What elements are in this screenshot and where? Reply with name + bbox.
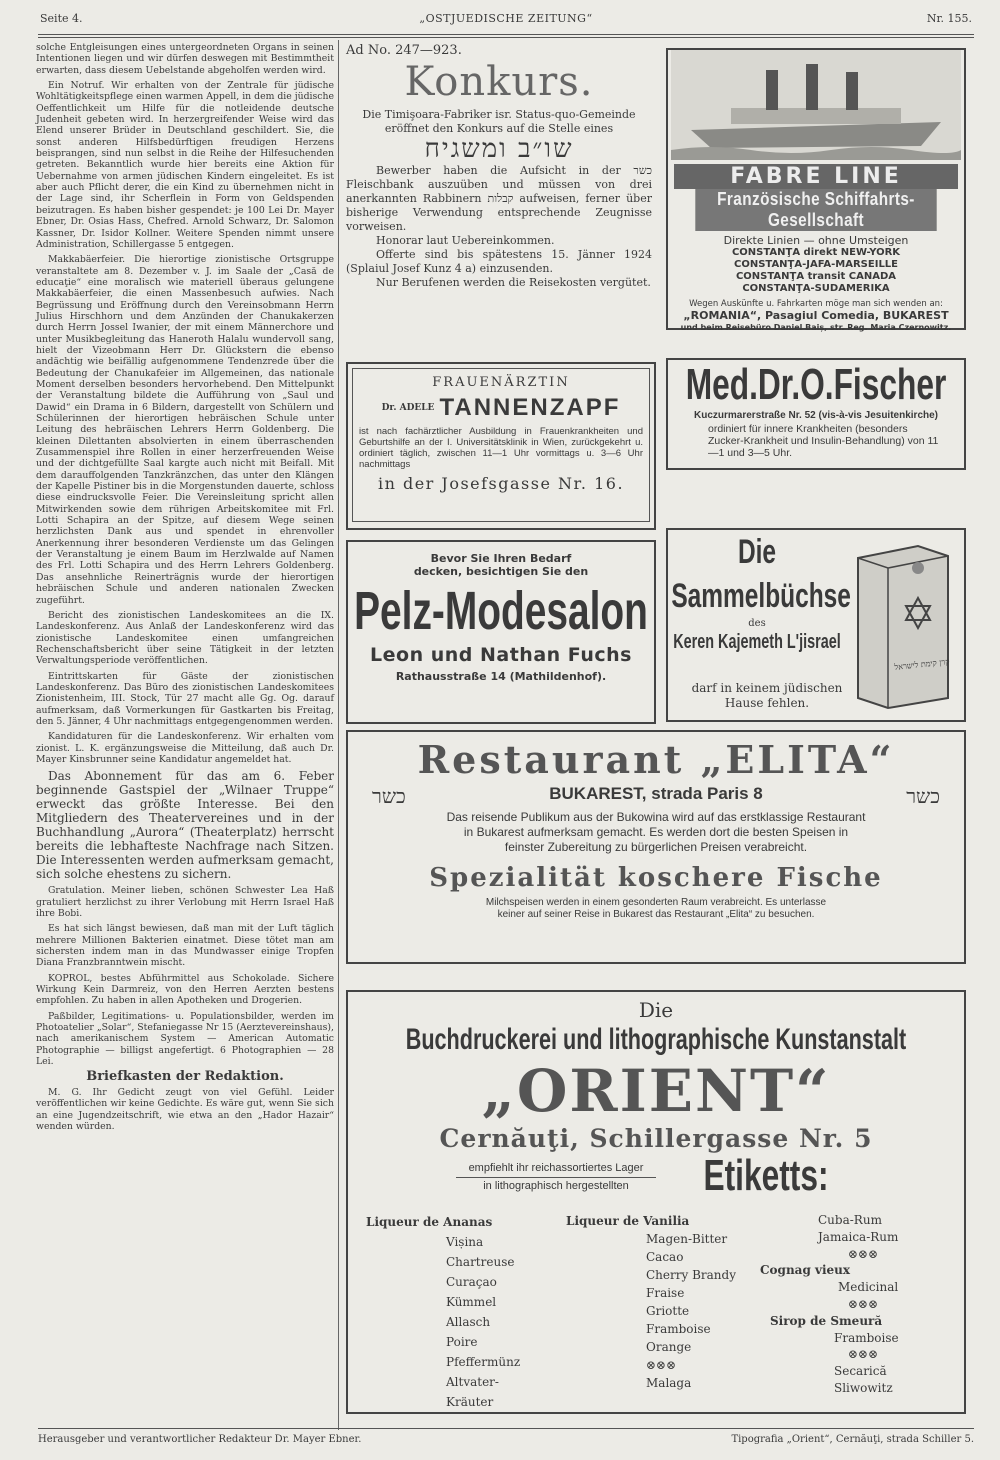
liqueur-item: Magen-Bitter bbox=[646, 1232, 728, 1246]
frauen-dr: Dr. ADELE bbox=[381, 403, 435, 413]
article-koprol: KOPROL, bestes Abführmittel aus Schokolade. Sichere Wirkung Kein Darmreiz, von den Herren Aerzten bestens empfohlen. Zu haben in allen Apotheken und Drogerien. bbox=[36, 972, 334, 1007]
orient-line1: Buchdruckerei und lithographische Kunstanstalt bbox=[405, 1023, 907, 1056]
issue-number: Nr. 155. bbox=[926, 12, 972, 25]
liqueur-item: Sliwowitz bbox=[834, 1380, 893, 1395]
liqueur-item: Cuba-Rum bbox=[818, 1213, 882, 1227]
liqueur-item: Pfeffermünz bbox=[446, 1355, 521, 1369]
orient-emp1: empfiehlt ihr reichassortiertes Lager bbox=[456, 1160, 656, 1178]
fabre-company: Französische Schiffahrts-Gesellschaft bbox=[695, 189, 936, 231]
ornament: ⊗⊗⊗ bbox=[646, 1358, 677, 1372]
kosher-left: כשר bbox=[372, 784, 406, 808]
fischer-ad bbox=[666, 358, 966, 470]
elita-title: Restaurant „ELITA“ bbox=[417, 737, 895, 782]
liqueur-item: Poire bbox=[446, 1335, 478, 1349]
fischer-text: ordiniert für innere Krankheiten (besonders Zucker-Krankheit und Insulin-Behandlung) von 11—1 und 3—5 Uhr. bbox=[708, 423, 939, 459]
elita-city: BUKAREST, strada Paris 8 bbox=[549, 784, 763, 803]
konkurs-notice bbox=[346, 44, 652, 290]
konkurs-reisekosten: Nur Berufenen werden die Reisekosten vergütet. bbox=[376, 276, 651, 289]
article-notruf: Ein Notruf. Wir erhalten von der Zentrale für jüdische Wohltätigkeitspflege einen warmen Appell, in dem die jüdische Oeffentlichkeit um Hilfe für die notleidende deutsche Judenheit gebeten wird. In herzergreifender Weise wird das Elend unserer Brüder in Deutschland geschildert. Sie, die sonst anderen Hilfsbedürftigen freudigen Herzens beisprangen, sind nun selbst in die Reihe der Hilfesuchenden getreten. Bekanntlich wurde hier bereits eine Aktion für Uebernahme von armen jüdischen Kindern eingeleitet. Es ist aber auch Pflicht derer, die ein Kind zu übernehmen nicht in der Lage sind, ihr Scherflein in Form von Geldspenden beizutragen. Es haben bisher gespendet: je 100 Lei Dr. Mayer Ebner, Dr. Osias Hass, Chefred. Arnold Schwarz, Dr. Salomon Kassner, Dr. Isidor Kollner. Weitere Spenden nimmt unsere Administration, Schillergasse 5 entgegen. bbox=[36, 80, 334, 250]
liqueur-item: Curaçao bbox=[446, 1275, 497, 1289]
konkurs-intro: Die Timişoara-Fabriker isr. Status-quo-Gemeinde eröffnet den Konkurs auf die Stelle eines bbox=[362, 108, 636, 135]
fabre-line-1: Direkte Linien — ohne Umsteigen bbox=[723, 234, 909, 247]
liqueur-item: Cacao bbox=[646, 1250, 684, 1264]
footer-publisher: Herausgeber und verantwortlicher Redakteur Dr. Mayer Ebner. bbox=[38, 1434, 362, 1445]
header-rule-2 bbox=[38, 37, 974, 38]
liqueur-item: Altvater-Kräuter bbox=[446, 1375, 499, 1409]
samm-kkl: Keren Kajemeth L'jisrael bbox=[673, 631, 841, 653]
frauen-text: ist nach fachärztlicher Ausbildung in Frauenkrankheiten und Geburtshilfe an der I. Universitätsklinik in Wien, zurückgekehrt u. ordiniert täglich, zwischen 11—1 Uhr vormittags u. 3—6 Uhr nachmittags bbox=[359, 426, 643, 470]
ornament: ⊗⊗⊗ bbox=[848, 1296, 879, 1311]
fabre-line-7: „ROMANIA“, Pasagiul Comedia, BUKAREST bbox=[683, 309, 949, 322]
fabre-line-2: CONSTANŢA direkt NEW-YORK bbox=[731, 247, 901, 258]
liqueur-item: Secarică bbox=[834, 1364, 887, 1379]
restaurant-elita-ad bbox=[346, 730, 966, 964]
orient-die: Die bbox=[638, 998, 674, 1022]
pelz-modesalon-ad bbox=[346, 540, 656, 724]
samm-box-text: קרן קימת לישראל bbox=[894, 657, 950, 672]
orient-address: Cernăuţi, Schillergasse Nr. 5 bbox=[439, 1124, 873, 1153]
elita-text: Das reisende Publikum aus der Bukowina wird auf das erstklassige Restaurant in Bukarest aufmerksam gemacht. Es werden dort die besten Speisen in feinster Zubereitung zu bürgerlichen Preisen verabreicht. bbox=[446, 810, 866, 854]
liqueur-item: Framboise bbox=[646, 1322, 711, 1336]
page-header bbox=[40, 12, 972, 32]
liqueur-item: Orange bbox=[646, 1340, 692, 1354]
liqueur-item: Chartreuse bbox=[446, 1255, 515, 1269]
article-bericht: Bericht des zionistischen Landeskomitees an die IX. Landeskonferenz. Aus Anlaß der Landeskonferenz wird das zionistische Landeskomitee einen umfangreichen Rechenschaftsbericht über seine Tätigkeit in der letzten Verwaltungsperiode veröffentlichen. bbox=[36, 609, 334, 667]
briefkasten-heading: Briefkasten der Redaktion. bbox=[86, 1069, 284, 1085]
fabre-line-4: CONSTANŢA transit CANADA bbox=[735, 271, 897, 282]
konkurs-text: Bewerber haben die Aufsicht in der כשר Fleischbank auszuüben und müssen von drei anerkannten Rabbinern קבלות aufweisen, ferner über bisherige Verwendung entsprechende Zeugnisse vorweisen. bbox=[346, 164, 652, 233]
orient-etiketts: Etiketts: bbox=[703, 1151, 829, 1200]
liqueur-item: Griotte bbox=[646, 1304, 690, 1318]
frauen-address: in der Josefsgasse Nr. 16. bbox=[377, 474, 625, 493]
pelz-address: Rathausstraße 14 (Mathildenhof). bbox=[395, 670, 607, 683]
liqueur-item: Sirop de Smeură bbox=[770, 1313, 883, 1328]
liqueur-item: Cherry Brandy bbox=[646, 1268, 736, 1282]
liqueur-item: Liqueur de Vanilia bbox=[566, 1214, 690, 1228]
liqueur-item: Allasch bbox=[446, 1315, 491, 1329]
collection-box-illustration bbox=[848, 538, 958, 710]
liqueur-item: Fraise bbox=[646, 1286, 685, 1300]
konkurs-honorar: Honorar laut Uebereinkommen. bbox=[376, 234, 555, 247]
frauenaerztin-ad bbox=[346, 362, 656, 530]
liqueur-item: Viṣina bbox=[446, 1235, 484, 1249]
fabre-line-ad bbox=[666, 48, 966, 330]
sammelbuechse-ad bbox=[666, 528, 966, 722]
footer-rule bbox=[38, 1428, 974, 1429]
orient-printing-ad bbox=[346, 990, 966, 1414]
frauen-title: FRAUENÄRZTIN bbox=[432, 375, 570, 390]
article-paragraph: solche Entgleisungen eines untergeordneten Organs in seinen Intentionen liegen und wir dürfen deswegen mit Bestimmtheit erwarten, dass diesem Uebelstande abgeholfen werden wird. bbox=[36, 42, 334, 76]
header-rule bbox=[38, 34, 974, 35]
newspaper-title: „OSTJUEDISCHE ZEITUNG“ bbox=[419, 12, 593, 25]
ornament: ⊗⊗⊗ bbox=[848, 1347, 879, 1362]
fabre-line-6: Wegen Auskünfte u. Fahrkarten möge man sich wenden an: bbox=[689, 299, 943, 309]
fischer-address: Kuczurmarerstraße Nr. 52 (vis-à-vis Jesuitenkirche) bbox=[694, 410, 938, 421]
kosher-right: כשר bbox=[906, 784, 940, 808]
page-number: Seite 4. bbox=[40, 12, 83, 25]
samm-des: des bbox=[748, 618, 766, 629]
fabre-line-3: CONSTANŢA-JAFA-MARSEILLE bbox=[733, 259, 899, 270]
fabre-line-8: und beim Reisebüro Daniel Baiș, str. Reg. Maria Czernowitz. bbox=[680, 323, 952, 332]
column-divider bbox=[338, 40, 339, 1430]
konkurs-title: Konkurs. bbox=[404, 59, 594, 105]
samm-title: Die Sammelbüchse bbox=[671, 533, 851, 615]
pelz-name: Pelz-Modesalon bbox=[354, 581, 648, 641]
elita-footnote: Milchspeisen werden in einem gesonderten Raum verabreicht. Es unterlasse keiner auf seiner Reise in Bukarest das Restaurant „Elita“ zu besuchen. bbox=[485, 897, 827, 920]
orient-name: „ORIENT“ bbox=[481, 1057, 831, 1125]
pelz-intro: Bevor Sie Ihren Bedarf decken, besichtigen Sie den bbox=[413, 552, 589, 578]
konkurs-hebrew-title: שו״ב ומשגיח bbox=[424, 134, 574, 164]
article-bakterien: Es hat sich längst bewiesen, daß man mit der Luft täglich mehrere Millionen Bakterien einatmet. Diese tötet man am sichersten indem man in das Mundwasser einige Tropfen Diana Franzbranntwein mischt. bbox=[36, 923, 334, 969]
article-gratulation: Gratulation. Meiner lieben, schönen Schwester Lea Haß gratuliert herzlichst zu ihrer Verlobung mit Herrn Israel Haß ihre Bobi. bbox=[36, 885, 334, 919]
liqueur-item: Liqueur de Ananas bbox=[366, 1215, 493, 1229]
article-kandidaturen: Kandidaturen für die Landeskonferenz. Wir erhalten vom zionist. L. K. ergänzungsweise die Mitteilung, daß auch Dr. Mayer Kinsbrunner seine Kandidatur angemeldet hat. bbox=[36, 731, 334, 765]
elita-specialty: Spezialität koschere Fische bbox=[429, 863, 883, 893]
liqueur-item: Jamaica-Rum bbox=[818, 1229, 899, 1244]
ad-number: Ad No. 247—923. bbox=[346, 43, 462, 58]
ornament: ⊗⊗⊗ bbox=[848, 1246, 879, 1261]
orient-emp2: in lithographisch hergestellten bbox=[483, 1180, 629, 1192]
article-abonnement: Das Abonnement für das am 6. Feber beginnende Gastspiel der „Wilnaer Truppe“ erweckt das größte Interesse. Bei den Mitgliedern des Theatervereines und in der Buchhandlung „Aurora“ (Theaterplatz) herrscht bereits die lebhafteste Nachfrage nach Sitzen. Die Interessenten werden aufmerksam gemacht, sich solche ehestens zu sichern. bbox=[36, 769, 334, 882]
liqueur-item: Cognag vieux bbox=[760, 1263, 851, 1278]
samm-text: darf in keinem jüdischen Hause fehlen. bbox=[691, 681, 843, 710]
steamship-illustration bbox=[671, 50, 961, 160]
article-makkabaeerfeier: Makkabäerfeier. Die hierortige zionistische Ortsgruppe veranstaltete am 8. Dezember v. J. im Saale der „Casă de educaţie“ eine moralisch wie materiell überaus gelungene Makkabäerfeier, die einen Massenbesuch aufwies. Nach Begrüssung und Eröffnung durch den Vereinsobmann Herrn Julius Hirschhorn und dem Anzünden der Chanukakerzen durch Herrn Jossel Iwanier, der mit einem Männerchore und unter Musikbegleitung das Haneroth Halalu wundervoll sang, hielt der Vizeobmann Herr Dr. Glückstern die ebenso andächtig wie beifällig aufgenommene Tendenzrede über die Bedeutung der Chanukafeier im Allgemeinen, das nationale Moment derselben besonders hervorhebend. Den Mittelpunkt der Veranstaltung bildete die Aufführung von „Saul und Dawid“ ein Drama in 6 Bildern, dargestellt von Schülern und Schülerinnen der hierortigen hebräischen Schule unter Leitung des hebräischen Lehrers Herrn Goldenberg. Die kleinen Dilettanten absolvierten in einem überraschenden Zusammenspiel ihre Rollen in einer herzerfreuenden Weise und der dichtgefüllte Saal kargte auch nicht mit Beifall. Mit dem darauffolgenden Tanzkränzchen, das unter den Klängen der Kapelle Pistiner bis in die Morgenstunden dauerte, schloss diese eindrucksvolle Feier. Die Vereinsleitung spricht allen Mitwirkenden sowie dem rührigen Arbeitskomitee mit Frl. Lotti Schapira an der Spitze, auf diesem Wege seinen herzlichsten Dank aus und spendet in ehrenvoller Anerkennung ihrer besonderen Verdienste um das Gelingen der Veranstaltung je einem Baum im Herzlwalde auf Namen des Frl. Lotti Schapira und des Herrn Lehrers Goldenberg. Das ansehnliche Reinerträgnis wurde der hierortigen hebräischen Schule und anderen nationalen Zwecken zugeführt. bbox=[36, 254, 334, 606]
footer-printer: Tipografia „Orient“, Cernăuţi, strada Schiller 5. bbox=[731, 1434, 974, 1445]
liqueur-item: Kümmel bbox=[446, 1295, 497, 1309]
briefkasten-text: M. G. Ihr Gedicht zeugt von viel Gefühl. Leider veröffentlichen wir keine Gedichte. Es wäre gut, wenn Sie sich an eine Jugendzeitschrift, wie etwa an den „Hador Hazair“ wenden würden. bbox=[36, 1086, 334, 1132]
liqueur-item: Framboise bbox=[834, 1330, 899, 1345]
fabre-line-5: CONSTANŢA-SUDAMERIKA bbox=[742, 283, 890, 294]
fabre-line-name: FABRE LINE bbox=[674, 164, 958, 189]
liqueur-item: Malaga bbox=[646, 1376, 692, 1390]
fischer-name: Med.Dr.O.Fischer bbox=[685, 360, 947, 409]
article-passbilder: Paßbilder, Legitimations- u. Populationsbilder, werden im Photoatelier „Solar“, Stefaniegasse Nr 15 (Aerztevereinshaus), nach amerikanischem System — American Automatic Photographie — billigst angefertigt. 6 Photographien — 28 Lei. bbox=[36, 1010, 334, 1068]
left-column bbox=[36, 42, 334, 1136]
frauen-name: TANNENZAPF bbox=[439, 394, 621, 421]
konkurs-offerte: Offerte sind bis spätestens 15. Jänner 1924 (Splaiul Josef Kunz 4 a) einzusenden. bbox=[346, 248, 652, 275]
pelz-owners: Leon und Nathan Fuchs bbox=[370, 644, 632, 666]
liqueur-item: Medicinal bbox=[838, 1280, 899, 1295]
article-eintrittskarten: Eintrittskarten für Gäste der zionistischen Landeskonferenz. Das Büro des zionistischen Landeskomitees Zionistenheim, III. Stock, Tür 27 macht alle Gg. Og. darauf aufmerksam, daß Vormerkungen für Gastkarten bis Freitag, den 5. Jänner, 4 Uhr nachmittags entgegengenommen werden. bbox=[36, 670, 334, 727]
